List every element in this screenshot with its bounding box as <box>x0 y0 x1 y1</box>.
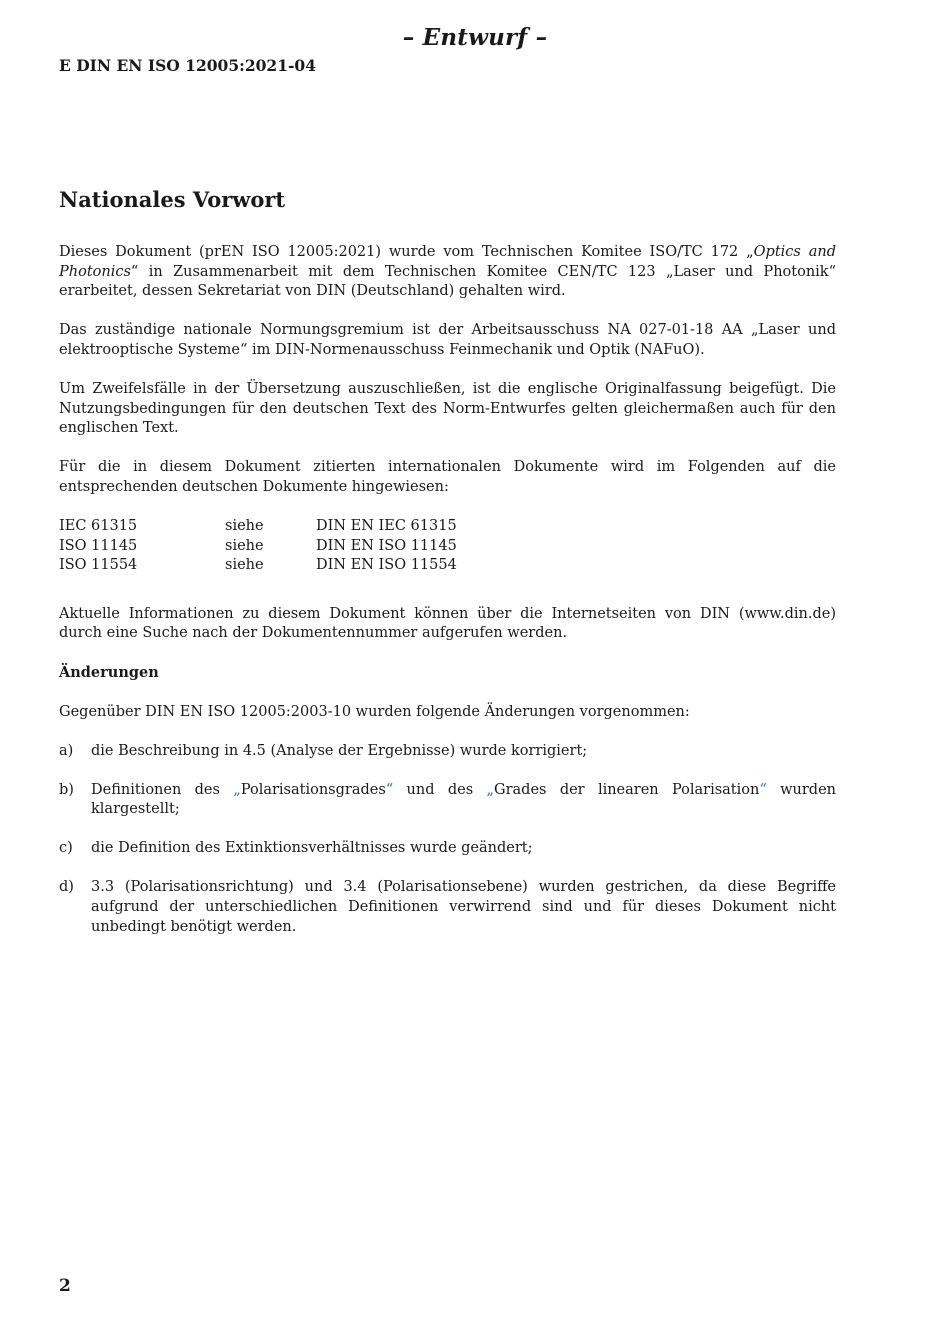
paragraph-current-info: Aktuelle Informationen zu diesem Dokument können über die Internetseiten von DIN (www.din.de) durch eine Suche nach der Dokumentennummer aufgerufen werden. <box>59 605 836 642</box>
paragraph-committee <box>59 243 836 302</box>
paragraph-committee-text-b: “ in Zusammenarbeit mit dem Technischen Komitee CEN/TC 123 „Laser und Photonik“ erarbeitet, dessen Sekretariat von DIN (Deutschland) gehalten wird. <box>59 263 836 300</box>
german-document: DIN EN IEC 61315 <box>316 517 457 534</box>
paragraph-national-body: Das zuständige nationale Normungsgremium ist der Arbeitsausschuss NA 027-01-18 AA „Laser und elektrooptische Systeme“ im DIN-Normenausschuss Feinmechanik und Optik (NAFuO). <box>59 322 836 358</box>
list-text: 3.3 (Polarisationsrichtung) und 3.4 (Polarisationsebene) wurden gestrichen, da diese Begriffe aufgrund der unterschiedlichen Definitionen verwirrend sind und für dieses Dokument nicht unbedingt benötigt werden. <box>91 879 836 935</box>
close-quote: “ <box>385 781 394 798</box>
international-document: ISO 11554 <box>59 557 138 574</box>
reference-relation: siehe <box>225 557 264 574</box>
page-number: 2 <box>59 1276 71 1296</box>
open-quote: „ <box>486 781 495 798</box>
list-text-part: wurden klargestellt; <box>91 781 836 818</box>
german-document: DIN EN ISO 11554 <box>316 557 457 574</box>
reference-table <box>59 517 836 576</box>
committee-name-italic: Optics and Photonics <box>59 244 837 280</box>
list-item <box>59 878 836 937</box>
list-item <box>59 742 836 762</box>
changes-intro: Gegenüber DIN EN ISO 12005:2003-10 wurden folgende Änderungen vorgenommen: <box>59 703 690 720</box>
paragraph-translation: Um Zweifelsfälle in der Übersetzung auszuschließen, ist die englische Originalfassung beigefügt. Die Nutzungsbedingungen für den deutschen Text des Norm-Entwurfes gelten gleichermaßen auch für den englischen Text. <box>59 380 836 437</box>
list-text-part: und des <box>393 781 487 798</box>
document-id: E DIN EN ISO 12005:2021-04 <box>59 56 316 75</box>
list-text <box>91 781 836 820</box>
list-letter: c) <box>59 840 73 857</box>
international-document: ISO 11145 <box>59 537 138 554</box>
term-lineare-polarisation: Grades der linearen Polarisation <box>494 781 760 798</box>
reference-row <box>59 537 836 557</box>
paragraph-committee-text-a: Dieses Dokument (prEN ISO 12005:2021) wurde vom Technischen Komitee ISO/TC 172 „ <box>59 244 754 260</box>
draft-watermark: – Entwurf – <box>402 24 548 51</box>
list-text: die Definition des Extinktionsverhältnisses wurde geändert; <box>91 840 533 857</box>
list-letter: b) <box>59 781 74 798</box>
page-content <box>59 186 836 957</box>
list-text: die Beschreibung in 4.5 (Analyse der Ergebnisse) wurde korrigiert; <box>91 742 588 759</box>
reference-relation: siehe <box>225 517 264 534</box>
term-polarisationsgrad: Polarisationsgrades <box>240 781 386 798</box>
section-title: Nationales Vorwort <box>59 187 286 212</box>
list-letter: d) <box>59 879 74 896</box>
list-letter: a) <box>59 742 74 759</box>
list-item <box>59 781 836 820</box>
reference-relation: siehe <box>225 537 264 554</box>
close-quote: “ <box>759 781 767 798</box>
reference-row <box>59 556 836 576</box>
changes-heading: Änderungen <box>59 664 159 682</box>
paragraph-references-intro: Für die in diesem Dokument zitierten internationalen Dokumente wird im Folgenden auf die entsprechenden deutschen Dokumente hingewiesen: <box>59 459 836 495</box>
reference-row <box>59 517 836 537</box>
list-item <box>59 839 836 859</box>
list-text-part: Definitionen des <box>91 781 234 798</box>
open-quote: „ <box>233 781 241 798</box>
international-document: IEC 61315 <box>59 517 138 534</box>
german-document: DIN EN ISO 11145 <box>316 537 457 554</box>
